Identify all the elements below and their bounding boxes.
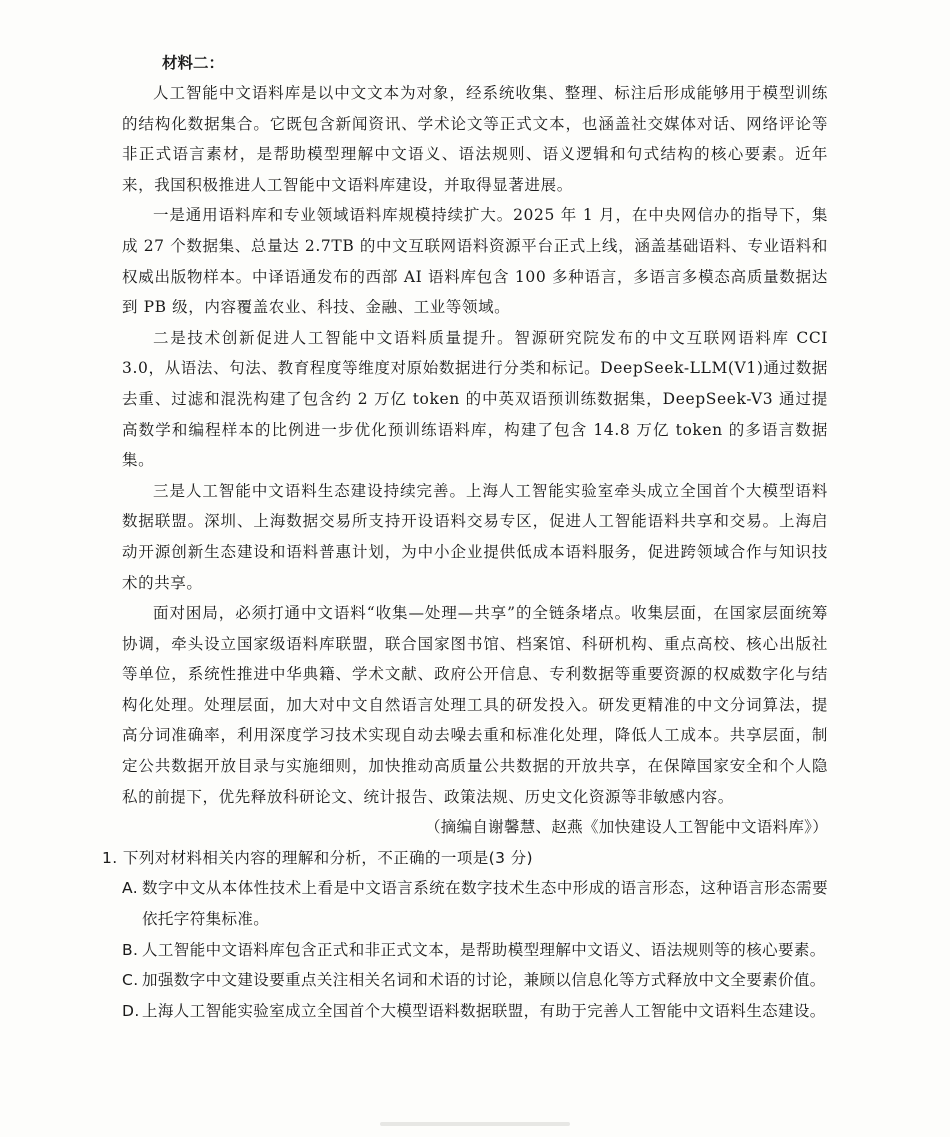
paragraph-intro: 人工智能中文语料库是以中文文本为对象，经系统收集、整理、标注后形成能够用于模型训练的结构化数据集合。它既包含新闻资讯、学术论文等正式文本，也涵盖社交媒体对话、网络评论等非正式语言素材，是帮助模型理解中文语义、语法规则、语义逻辑和句式结构的核心要素。近年来，我国积极推进人工智能中文语料库建设，并取得显著进展。: [122, 84, 828, 194]
option-d[interactable]: [122, 996, 828, 1027]
question-stem: 1. 下列对材料相关内容的理解和分析，不正确的一项是(3 分): [102, 848, 534, 867]
option-c[interactable]: [122, 965, 828, 996]
question-1: [102, 843, 828, 1027]
scan-artifact: [380, 1122, 570, 1126]
option-text: 上海人工智能实验室成立全国首个大模型语料数据联盟，有助于完善人工智能中文语料生态建设。: [142, 1001, 826, 1020]
paragraph-point-two: 二是技术创新促进人工智能中文语料质量提升。智源研究院发布的中文互联网语料库 CCI 3.0，从语法、句法、教育程度等维度对原始数据进行分类和标记。DeepSeek-LLM(V1)通过数据去重、过滤和混洗构建了包含约 2 万亿 token 的中英双语预训练数据集，DeepSeek-V3 通过提高数学和编程样本的比例进一步优化预训练语料库，构建了包含 14.8 万亿 token 的多语言数据集。: [122, 328, 828, 470]
option-letter: C.: [122, 971, 139, 990]
paragraph-point-one: 一是通用语料库和专业领域语料库规模持续扩大。2025 年 1 月，在中央网信办的指导下，集成 27 个数据集、总量达 2.7TB 的中文互联网语料资源平台正式上线，涵盖基础语料、专业语料和权威出版物样本。中译语通发布的西部 AI 语料库包含 100 多种语言，多语言多模态高质量数据达到 PB 级，内容覆盖农业、科技、金融、工业等领域。: [122, 206, 828, 317]
option-a[interactable]: [122, 873, 828, 934]
paragraph-point-three: 三是人工智能中文语料生态建设持续完善。上海人工智能实验室牵头成立全国首个大模型语料数据联盟。深圳、上海数据交易所支持开设语料交易专区，促进人工智能语料共享和交易。上海启动开源创新生态建设和语料普惠计划，为中小企业提供低成本语料服务，促进跨领域合作与知识技术的共享。: [122, 481, 828, 592]
option-letter: B.: [122, 940, 139, 959]
source-citation: （摘编自谢馨慧、赵燕《加快建设人工智能中文语料库》）: [424, 818, 828, 837]
material-heading: 材料二：: [162, 54, 225, 72]
option-text: 数字中文从本体性技术上看是中文语言系统在数字技术生态中形成的语言形态，这种语言形态需要依托字符集标准。: [142, 879, 828, 929]
option-text: 加强数字中文建设要重点关注相关名词和术语的讨论，兼顾以信息化等方式释放中文全要素价值。: [142, 971, 826, 990]
option-letter: D.: [122, 1001, 140, 1020]
option-b[interactable]: [122, 935, 828, 966]
paragraph-conclusion: 面对困局，必须打通中文语料“收集—处理—共享”的全链条堵点。收集层面，在国家层面统筹协调，牵头设立国家级语料库联盟，联合国家图书馆、档案馆、科研机构、重点高校、核心出版社等单位，系统性推进中华典籍、学术文献、政府公开信息、专利数据等重要资源的权威数字化与结构化处理。处理层面，加大对中文自然语言处理工具的研发投入。研发更精准的中文分词算法，提高分词准确率，利用深度学习技术实现自动去噪去重和标准化处理，降低人工成本。共享层面，制定公共数据开放目录与实施细则，加快推动高质量公共数据的开放共享，在保障国家安全和个人隐私的前提下，优先释放科研论文、统计报告、政策法规、历史文化资源等非敏感内容。: [122, 604, 828, 806]
option-text: 人工智能中文语料库包含正式和非正式文本，是帮助模型理解中文语义、语法规则等的核心要素。: [142, 940, 826, 959]
option-letter: A.: [122, 879, 139, 898]
